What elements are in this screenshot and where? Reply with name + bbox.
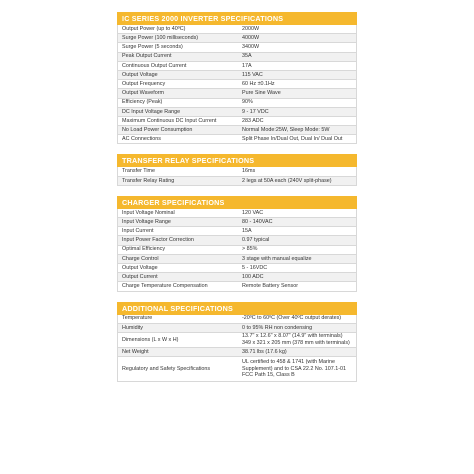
spec-value: 5 - 16VDC [242, 264, 268, 271]
table-row [118, 236, 356, 245]
table-row [118, 80, 356, 89]
table-row [118, 357, 356, 382]
spec-label: Efficiency (Peak) [122, 99, 163, 106]
spec-label: Transfer Relay Rating [122, 177, 175, 184]
section-header: IC SERIES 2000 INVERTER SPECIFICATIONS [117, 12, 357, 25]
spec-label: Net Weight [122, 348, 149, 355]
spec-label: Dimensions (L x W x H) [122, 336, 179, 343]
table-row [118, 167, 356, 176]
spec-section [117, 154, 357, 185]
spec-value: -20ºC to 60ºC (Over 40ºC output derates) [242, 315, 342, 322]
table-row [118, 43, 356, 52]
table-row [118, 333, 356, 348]
spec-value: 16ms [242, 168, 256, 175]
table-row [118, 62, 356, 71]
section-header: TRANSFER RELAY SPECIFICATIONS [117, 154, 357, 167]
table-row [118, 34, 356, 43]
table-row [118, 273, 356, 282]
spec-label: Charge Temperature Compensation [122, 283, 208, 290]
spec-label: Surge Power (100 milliseconds) [122, 35, 199, 42]
spec-value: 4000W [242, 35, 260, 42]
spec-label: Temperature [122, 315, 153, 322]
section-header: CHARGER SPECIFICATIONS [117, 196, 357, 209]
spec-value: 3400W [242, 44, 260, 51]
spec-label: Peak Output Current [122, 53, 172, 60]
spec-value: 17A [242, 62, 252, 69]
table-row [118, 99, 356, 108]
spec-value: 38.71 lbs (17.6 kg) [242, 348, 287, 355]
table-row [118, 89, 356, 98]
spec-value: Normal Mode:25W, Sleep Mode: 5W [242, 126, 330, 133]
spec-table [117, 25, 357, 144]
spec-value: 2000W [242, 25, 260, 32]
spec-table [117, 209, 357, 292]
spec-label: Output Power (up to 40ºC) [122, 25, 186, 32]
table-row [118, 324, 356, 333]
table-row [118, 71, 356, 80]
spec-value: 2 legs at 50A each (240V split-phase) [242, 177, 332, 184]
table-row [118, 246, 356, 255]
spec-value: 3 stage with manual equalize [242, 255, 312, 262]
spec-value: Remote Battery Sensor [242, 283, 299, 290]
table-row [118, 315, 356, 324]
table-row [118, 348, 356, 357]
spec-label: Output Frequency [122, 81, 166, 88]
table-row [118, 227, 356, 236]
spec-label: No Load Power Consumption [122, 126, 193, 133]
table-row [118, 108, 356, 117]
table-row [118, 282, 356, 291]
spec-value: > 85% [242, 246, 258, 253]
spec-value: UL certified to 458 & 1741 (with Marine Supplement) and to CSA 22.2 No. 107.1-01 FCC Path 15, Class B [242, 359, 346, 379]
spec-label: Output Voltage [122, 71, 158, 78]
spec-value: 9 - 17 VDC [242, 108, 269, 115]
spec-table [117, 315, 357, 383]
spec-label: Input Voltage Range [122, 218, 171, 225]
spec-label: Humidity [122, 324, 143, 331]
spec-label: Continuous Output Current [122, 62, 187, 69]
spec-label: Optimal Efficiency [122, 246, 166, 253]
spec-section [117, 302, 357, 383]
spec-label: Output Waveform [122, 90, 165, 97]
spec-label: Charge Control [122, 255, 159, 262]
spec-table [117, 167, 357, 185]
table-row [118, 117, 356, 126]
table-row [118, 177, 356, 186]
spec-value: 80 - 140VAC [242, 218, 273, 225]
spec-label: Output Voltage [122, 264, 158, 271]
table-row [118, 126, 356, 135]
spec-label: Maximum Continuous DC Input Current [122, 117, 217, 124]
spec-value: 0.97 typical [242, 237, 270, 244]
table-row [118, 255, 356, 264]
table-row [118, 25, 356, 34]
spec-label: Transfer Time [122, 168, 156, 175]
spec-label: Surge Power (5 seconds) [122, 44, 183, 51]
spec-label: AC Connections [122, 136, 161, 143]
spec-value: 120 VAC [242, 209, 264, 216]
spec-sheet [117, 12, 357, 392]
spec-label: Regulatory and Safety Specifications [122, 365, 211, 372]
spec-value: Pure Sine Wave [242, 90, 281, 97]
section-header: ADDITIONAL SPECIFICATIONS [117, 302, 357, 315]
spec-value: 60 Hz ±0.1Hz [242, 81, 275, 88]
spec-label: Input Power Factor Correction [122, 237, 194, 244]
table-row [118, 135, 356, 144]
spec-value: 283 ADC [242, 117, 264, 124]
spec-value: 13.7" x 12.6" x 8.07" (14.9" with terminals) 349 x 321 x 205 mm (378 mm with terminals) [242, 333, 350, 346]
spec-section [117, 12, 357, 144]
spec-value: 115 VAC [242, 71, 263, 78]
spec-value: 15A [242, 228, 252, 235]
spec-section [117, 196, 357, 292]
table-row [118, 218, 356, 227]
spec-value: Split Phase In/Dual Out, Dual In/ Dual Out [242, 136, 343, 143]
spec-value: 90% [242, 99, 253, 106]
spec-value: 100 ADC [242, 274, 264, 281]
spec-label: Input Voltage Nominal [122, 209, 175, 216]
spec-value: 0 to 95% RH non condensing [242, 324, 313, 331]
spec-label: DC Input Voltage Range [122, 108, 181, 115]
spec-value: 35A [242, 53, 252, 60]
spec-label: Input Current [122, 228, 154, 235]
table-row [118, 53, 356, 62]
table-row [118, 264, 356, 273]
spec-label: Output Current [122, 274, 158, 281]
table-row [118, 209, 356, 218]
